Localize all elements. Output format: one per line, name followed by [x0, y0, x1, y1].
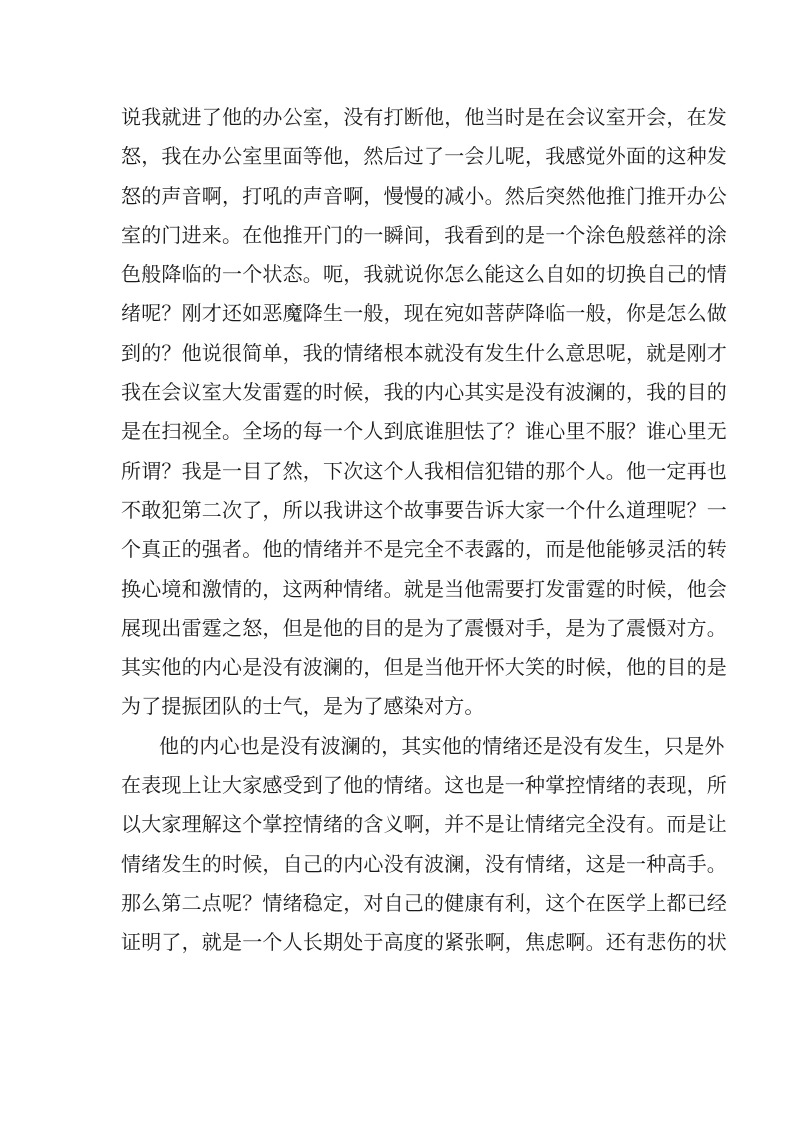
text-line: 在表现上让大家感受到了他的情绪。这也是一种掌控情绪的表现，所	[121, 773, 727, 798]
text-line: 所谓？我是一目了然，下次这个人我相信犯错的那个人。他一定再也	[121, 458, 727, 483]
text-line: 我在会议室大发雷霆的时候，我的内心其实是没有波澜的，我的目的	[121, 380, 727, 405]
text-line: 那么第二点呢？情绪稳定，对自己的健康有利，这个在医学上都已经	[121, 890, 727, 915]
text-line: 怒的声音啊，打吼的声音啊，慢慢的减小。然后突然他推门推开办公	[121, 183, 727, 208]
body-text	[121, 98, 727, 963]
text-line: 个真正的强者。他的情绪并不是完全不表露的，而是他能够灵活的转	[121, 537, 727, 562]
text-line: 证明了，就是一个人长期处于高度的紧张啊，焦虑啊。还有悲伤的状	[121, 930, 727, 955]
text-line: 其实他的内心是没有波澜的，但是当他开怀大笑的时候，他的目的是	[121, 655, 727, 680]
text-line: 情绪发生的时候，自己的内心没有波澜，没有情绪，这是一种高手。	[121, 851, 727, 876]
text-line: 以大家理解这个掌控情绪的含义啊，并不是让情绪完全没有。而是让	[121, 812, 727, 837]
text-line: 为了提振团队的士气，是为了感染对方。	[121, 694, 485, 719]
text-line: 到的？他说很简单，我的情绪根本就没有发生什么意思呢，就是刚才	[121, 340, 727, 365]
text-line: 他的内心也是没有波澜的，其实他的情绪还是没有发生，只是外	[159, 733, 725, 758]
text-line: 绪呢？刚才还如恶魔降生一般，现在宛如菩萨降临一般，你是怎么做	[121, 301, 727, 326]
text-line: 不敢犯第二次了，所以我讲这个故事要告诉大家一个什么道理呢？一	[121, 497, 727, 522]
text-line: 是在扫视全。全场的每一个人到底谁胆怯了？谁心里不服？谁心里无	[121, 419, 727, 444]
text-line: 换心境和激情的，这两种情绪。就是当他需要打发雷霆的时候，他会	[121, 576, 727, 601]
text-line: 说我就进了他的办公室，没有打断他，他当时是在会议室开会，在发	[121, 105, 727, 129]
text-line: 色般降临的一个状态。呃，我就说你怎么能这么自如的切换自己的情	[121, 262, 727, 287]
text-line: 展现出雷霆之怒，但是他的目的是为了震慑对手，是为了震慑对方。	[121, 615, 727, 640]
paragraph-1	[121, 98, 727, 727]
paragraph-2	[121, 727, 727, 963]
text-line: 室的门进来。在他推开门的一瞬间，我看到的是一个涂色般慈祥的涂	[121, 222, 727, 247]
text-line: 怒，我在办公室里面等他，然后过了一会儿呢，我感觉外面的这种发	[121, 144, 727, 169]
